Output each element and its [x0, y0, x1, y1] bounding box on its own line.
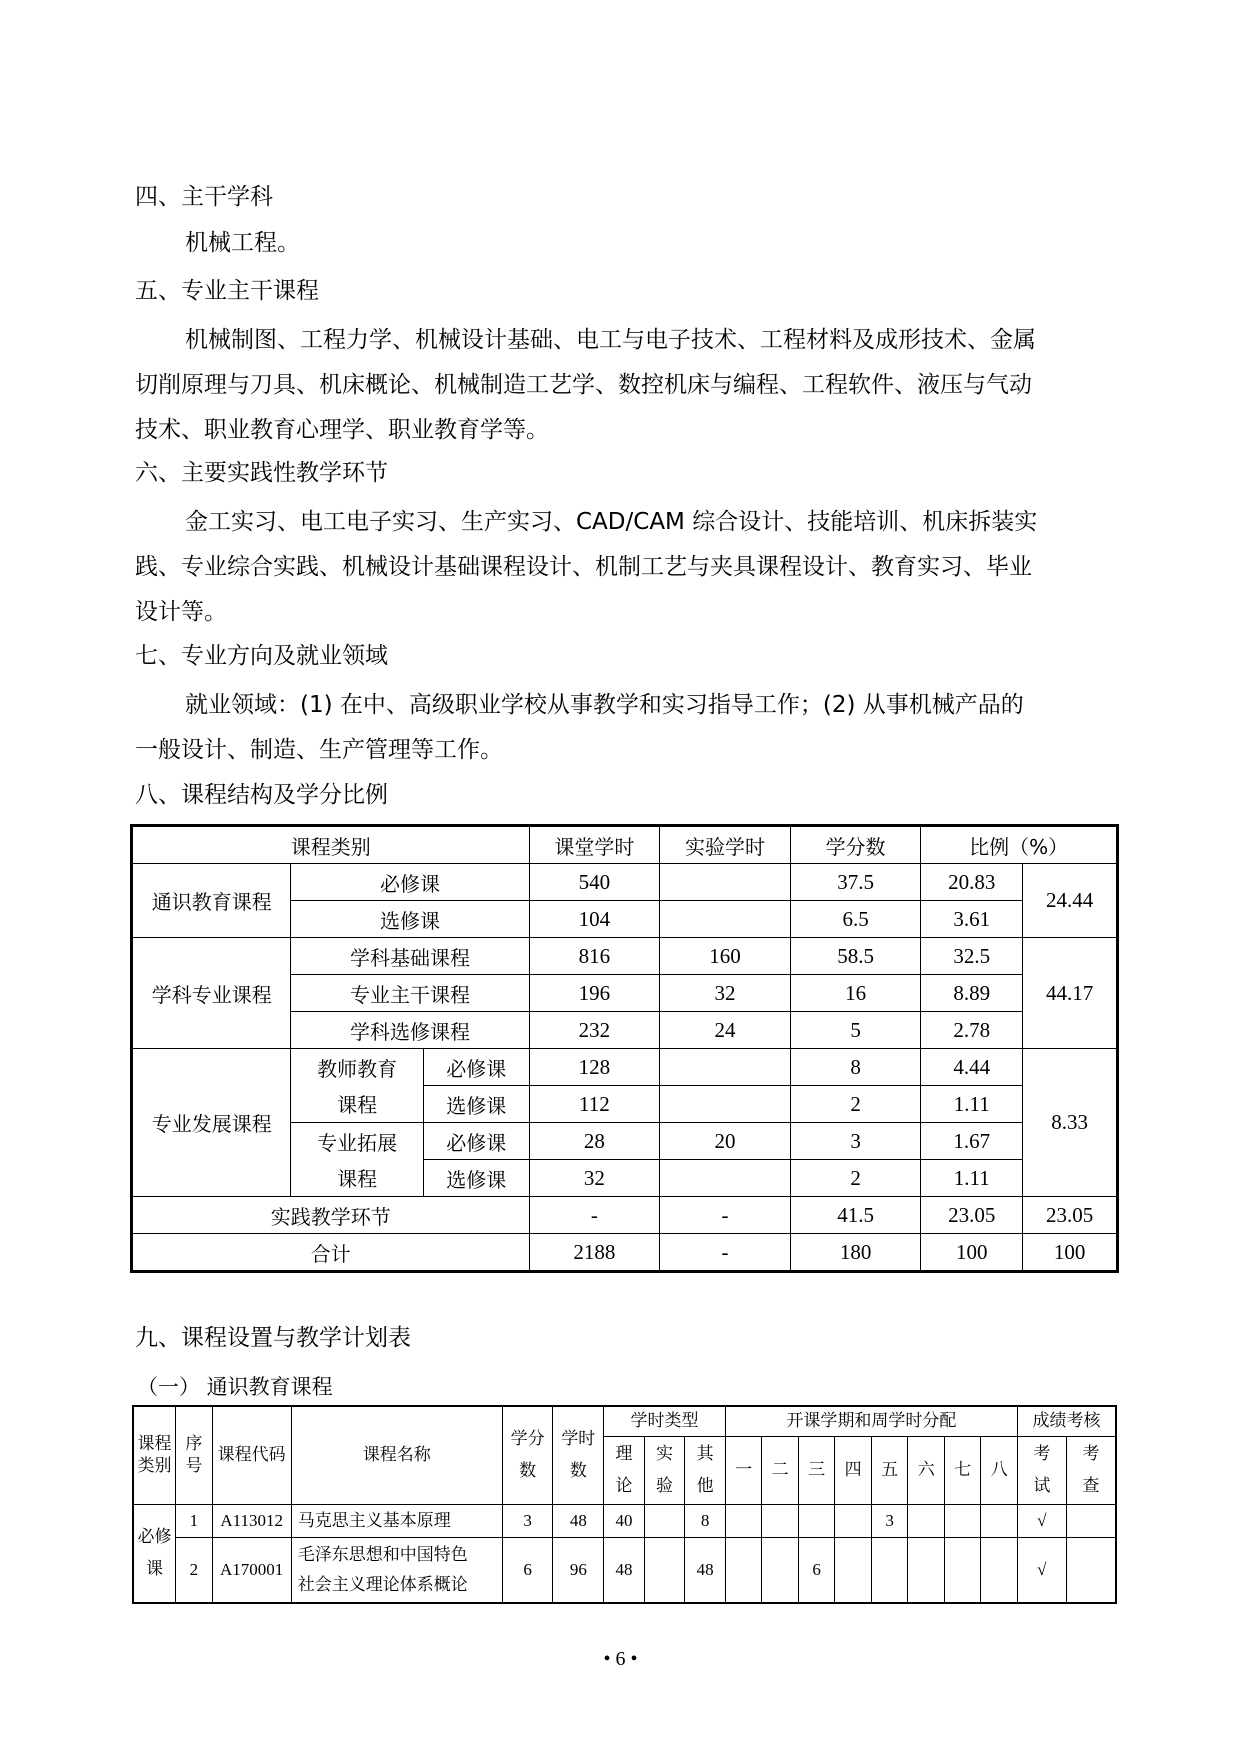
- cell-theory: 48: [604, 1537, 645, 1603]
- category-cell: 必修 课: [133, 1504, 176, 1603]
- cell-lecture: 196: [529, 975, 660, 1012]
- header-theory: 理 论: [604, 1436, 645, 1504]
- practice-row: [132, 1197, 1118, 1234]
- group-discipline: 学科专业课程: [132, 938, 291, 1049]
- cell-code: A113012: [212, 1504, 291, 1537]
- header-category: 课程 类别: [133, 1406, 176, 1504]
- group-general: 通识教育课程: [132, 864, 291, 938]
- header-exam: 考 试: [1017, 1436, 1066, 1504]
- cell-lecture: 128: [529, 1049, 660, 1086]
- section6-line-1: 金工实习、电工电子实习、生产实习、CAD/CAM 综合设计、技能培训、机床拆装实: [185, 509, 1038, 535]
- cell-ratio: 1.11: [921, 1160, 1023, 1197]
- cell-semester: [762, 1504, 799, 1537]
- cell-lab: -: [660, 1197, 791, 1234]
- cell-semester: [981, 1537, 1018, 1603]
- cell-lab: 160: [660, 938, 791, 975]
- table-row: [132, 864, 1118, 901]
- row-name: 实践教学环节: [132, 1197, 530, 1234]
- cell-other: 48: [685, 1537, 726, 1603]
- cell-lecture: 32: [529, 1160, 660, 1197]
- cell-semester: [835, 1504, 872, 1537]
- cell-lecture: 816: [529, 938, 660, 975]
- cell-semester: [908, 1537, 945, 1603]
- cell-ratio: 1.67: [921, 1123, 1023, 1160]
- group-ratio: 23.05: [1023, 1197, 1118, 1234]
- table-header-row: [132, 826, 1118, 864]
- header-semester-1: 一: [725, 1436, 762, 1504]
- header-semester-6: 六: [908, 1436, 945, 1504]
- section6-line-3: 设计等。: [135, 599, 227, 625]
- cell-exam-check-mark: √: [1017, 1537, 1066, 1603]
- header-semester-8: 八: [981, 1436, 1018, 1504]
- header-semester-7: 七: [944, 1436, 981, 1504]
- row-name: 必修课: [423, 1123, 529, 1160]
- cell-exam-check-mark: √: [1017, 1504, 1066, 1537]
- group-development: 专业发展课程: [132, 1049, 291, 1197]
- row-name: 专业主干课程: [291, 975, 529, 1012]
- header-hour-type: 学时类型: [604, 1406, 726, 1436]
- cell-lecture: 232: [529, 1012, 660, 1049]
- cell-credits: 58.5: [790, 938, 921, 975]
- header-semesters: 开课学期和周学时分配: [725, 1406, 1017, 1436]
- cell-lecture: 28: [529, 1123, 660, 1160]
- cell-no: 1: [176, 1504, 213, 1537]
- cell-lecture: 112: [529, 1086, 660, 1123]
- table-row: [133, 1537, 1116, 1603]
- cell-credits: 2: [790, 1160, 921, 1197]
- section7-line-1: 就业领域：(1) 在中、高级职业学校从事教学和实习指导工作；(2) 从事机械产品的: [185, 692, 1024, 718]
- cell-semester: [944, 1504, 981, 1537]
- cell-check: [1066, 1537, 1116, 1603]
- cell-hours: 96: [553, 1537, 604, 1603]
- cell-course-name: 马克思主义基本原理: [291, 1504, 502, 1537]
- cell-credits: 2: [790, 1086, 921, 1123]
- header-lab: 实验学时: [660, 826, 791, 864]
- header-other: 其 他: [685, 1436, 726, 1504]
- cell-ratio: 20.83: [921, 864, 1023, 901]
- header-semester-2: 二: [762, 1436, 799, 1504]
- cell-semester: [871, 1537, 908, 1603]
- table-row: [132, 938, 1118, 975]
- cell-ratio: 4.44: [921, 1049, 1023, 1086]
- cell-check: [1066, 1504, 1116, 1537]
- cell-semester: [944, 1537, 981, 1603]
- cell-lab: 32: [660, 975, 791, 1012]
- subgroup-teacher-edu-line2: 课程: [291, 1086, 424, 1123]
- cell-semester: [725, 1537, 762, 1603]
- cell-lab: [660, 864, 791, 901]
- row-name: 合计: [132, 1234, 530, 1272]
- header-credits: 学分数: [790, 826, 921, 864]
- cell-credits: 6.5: [790, 901, 921, 938]
- group-ratio: 44.17: [1023, 938, 1118, 1049]
- header-hours: 学时 数: [553, 1406, 604, 1504]
- cell-credits: 41.5: [790, 1197, 921, 1234]
- cell-no: 2: [176, 1537, 213, 1603]
- cell-lab: [660, 901, 791, 938]
- section7-heading: 七、专业方向及就业领域: [135, 643, 388, 669]
- cell-semester: [798, 1504, 835, 1537]
- cell-credits: 8: [790, 1049, 921, 1086]
- section5-line-1: 机械制图、工程力学、机械设计基础、电工与电子技术、工程材料及成形技术、金属: [185, 327, 1036, 353]
- cell-ratio: 2.78: [921, 1012, 1023, 1049]
- cell-lecture: 104: [529, 901, 660, 938]
- cell-lab: 24: [660, 1012, 791, 1049]
- cell-credits: 16: [790, 975, 921, 1012]
- group-ratio: 8.33: [1023, 1049, 1118, 1197]
- table-row: [132, 1049, 1118, 1086]
- cell-credits: 3: [790, 1123, 921, 1160]
- cell-other: 8: [685, 1504, 726, 1537]
- row-name: 学科基础课程: [291, 938, 529, 975]
- group-ratio: 100: [1023, 1234, 1118, 1272]
- subgroup-expansion-line1: 专业拓展: [291, 1123, 424, 1160]
- cell-semester: [835, 1537, 872, 1603]
- cell-ratio: 8.89: [921, 975, 1023, 1012]
- header-lab: 实 验: [644, 1436, 685, 1504]
- cell-lecture: 2188: [529, 1234, 660, 1272]
- header-ratio: 比例（%）: [921, 826, 1118, 864]
- section4-heading: 四、主干学科: [135, 184, 273, 210]
- cell-lab: [660, 1086, 791, 1123]
- section9-subheading: （一） 通识教育课程: [137, 1375, 333, 1399]
- group-ratio: 24.44: [1023, 864, 1118, 938]
- cell-credits: 180: [790, 1234, 921, 1272]
- section5-paragraph: [135, 318, 1115, 453]
- header-name: 课程名称: [291, 1406, 502, 1504]
- subgroup-teacher-edu-line1: 教师教育: [291, 1049, 424, 1086]
- table-header-row: [133, 1406, 1116, 1436]
- cell-ratio: 1.11: [921, 1086, 1023, 1123]
- header-credits: 学分 数: [502, 1406, 553, 1504]
- header-category: 课程类别: [132, 826, 530, 864]
- row-name: 学科选修课程: [291, 1012, 529, 1049]
- credit-structure-table: [130, 824, 1119, 1273]
- section7-paragraph: [135, 683, 1115, 773]
- general-education-course-table: [132, 1405, 1117, 1604]
- row-name: 选修课: [423, 1160, 529, 1197]
- cell-credits: 3: [502, 1504, 553, 1537]
- total-row: [132, 1234, 1118, 1272]
- page-number: • 6 •: [603, 1648, 638, 1670]
- header-assessment: 成绩考核: [1017, 1406, 1116, 1436]
- cell-credits: 5: [790, 1012, 921, 1049]
- cell-lecture: 540: [529, 864, 660, 901]
- cell-semester: [908, 1504, 945, 1537]
- cell-credits: 37.5: [790, 864, 921, 901]
- row-name: 必修课: [423, 1049, 529, 1086]
- section8-heading: 八、课程结构及学分比例: [135, 782, 388, 808]
- cell-lab: [644, 1504, 685, 1537]
- table-row: [133, 1504, 1116, 1537]
- cell-lecture: -: [529, 1197, 660, 1234]
- section7-line-2: 一般设计、制造、生产管理等工作。: [135, 737, 503, 763]
- cell-semester: [762, 1537, 799, 1603]
- subgroup-expansion-line2: 课程: [291, 1160, 424, 1197]
- row-name: 选修课: [423, 1086, 529, 1123]
- cell-ratio: 23.05: [921, 1197, 1023, 1234]
- section5-line-3: 技术、职业教育心理学、职业教育学等。: [135, 417, 549, 443]
- cell-ratio: 3.61: [921, 901, 1023, 938]
- section6-paragraph: [135, 500, 1115, 635]
- header-code: 课程代码: [212, 1406, 291, 1504]
- cell-semester: 6: [798, 1537, 835, 1603]
- header-lecture: 课堂学时: [529, 826, 660, 864]
- section6-heading: 六、主要实践性教学环节: [135, 460, 388, 486]
- cell-semester: 3: [871, 1504, 908, 1537]
- cell-lab: [660, 1049, 791, 1086]
- row-name: 选修课: [291, 901, 529, 938]
- cell-theory: 40: [604, 1504, 645, 1537]
- section9-heading: 九、课程设置与教学计划表: [135, 1325, 411, 1351]
- section5-line-2: 切削原理与刀具、机床概论、机械制造工艺学、数控机床与编程、工程软件、液压与气动: [135, 372, 1032, 398]
- section4-body: 机械工程。: [185, 230, 300, 256]
- cell-ratio: 32.5: [921, 938, 1023, 975]
- header-semester-4: 四: [835, 1436, 872, 1504]
- cell-credits: 6: [502, 1537, 553, 1603]
- cell-semester: [981, 1504, 1018, 1537]
- section5-heading: 五、专业主干课程: [135, 278, 319, 304]
- section6-line-2: 践、专业综合实践、机械设计基础课程设计、机制工艺与夹具课程设计、教育实习、毕业: [135, 554, 1032, 580]
- cell-semester: [725, 1504, 762, 1537]
- cell-lab: [660, 1160, 791, 1197]
- row-name: 必修课: [291, 864, 529, 901]
- header-no: 序 号: [176, 1406, 213, 1504]
- cell-lab: [644, 1537, 685, 1603]
- cell-lab: 20: [660, 1123, 791, 1160]
- header-semester-5: 五: [871, 1436, 908, 1504]
- cell-code: A170001: [212, 1537, 291, 1603]
- header-semester-3: 三: [798, 1436, 835, 1504]
- cell-course-name: 毛泽东思想和中国特色 社会主义理论体系概论: [291, 1537, 502, 1603]
- cell-ratio: 100: [921, 1234, 1023, 1272]
- cell-hours: 48: [553, 1504, 604, 1537]
- cell-lab: -: [660, 1234, 791, 1272]
- header-check: 考 查: [1066, 1436, 1116, 1504]
